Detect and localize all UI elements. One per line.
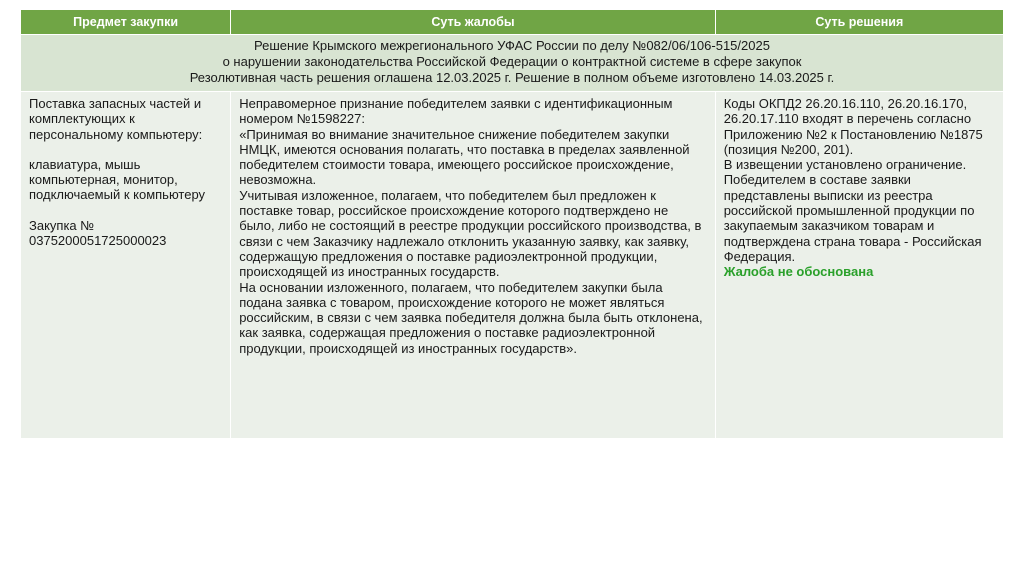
decision-cell: [715, 92, 1003, 439]
decision-banner-row: [21, 35, 1004, 92]
decision-banner: [21, 35, 1004, 92]
complaint-text: Неправомерное признание победителем заявки с идентификационным номером №1598227: «Принимая во внимание значительное снижение победителем закупки НМЦК, имеются основания полагать, что поставка в пределах заявленной победителем стоимости товара, имеющего российское происхождение, невозможна. Учитывая изложенное, полагаем, что победителем был предложен к поставке товар, российское происхождение которого подтверждено не было, либо не состоящий в реестре продукции российского производства, в связи с чем Заказчику надлежало отклонить указанную заявку, как заявку, содержащую предложения о поставке радиоэлектронной продукции, происходящей из иностранных государств. На основании изложенного, полагаем, что победителем закупки была подана заявка с товаром, происхождение которого не может являться российским, в связи с чем заявка победителя должна была быть отклонена, как заявка, содержащая предложения о поставке радиоэлектронной продукции, происходящей из иностранных государств».: [239, 96, 703, 356]
verdict-label: Жалоба не обоснована: [723, 264, 874, 280]
table-header-row: [21, 10, 1004, 35]
purchase-label: Закупка №: [29, 217, 95, 233]
subject-cell: [21, 92, 231, 439]
complaint-table: [20, 9, 1004, 439]
banner-line-3: Резолютивная часть решения оглашена 12.03.2025 г. Решение в полном объеме изготовлено 14.03.2025 г.: [189, 70, 835, 85]
subject-items: клавиатура, мышь компьютерная, монитор, подключаемый к компьютеру: [29, 156, 206, 203]
header-decision: Суть решения: [715, 10, 1003, 35]
complaint-cell: [231, 92, 715, 439]
purchase-number: 0375200051725000023: [29, 233, 167, 249]
decision-text: Коды ОКПД2 26.20.16.110, 26.20.16.170, 26.20.17.110 входят в перечень согласно Приложению №2 к Постановлению №1875 (позиция №200, 201). В извещении установлено ограничение. Победителем в составе заявки представлены выписки из реестра российской промышленной продукции по закупаемым заказчиком товарам и подтверждена страна товара - Российская Федерация.: [723, 96, 983, 264]
banner-line-1: Решение Крымского межрегионального УФАС России по делу №082/06/106-515/2025: [254, 38, 770, 53]
banner-line-2: о нарушении законодательства Российской Федерации о контрактной системе в сфере закупок: [222, 54, 802, 69]
header-complaint: Суть жалобы: [231, 10, 715, 35]
header-subject: Предмет закупки: [21, 10, 231, 35]
table-body-row: [21, 92, 1004, 439]
subject-title: Поставка запасных частей и комплектующих к персональному компьютеру:: [29, 96, 203, 142]
